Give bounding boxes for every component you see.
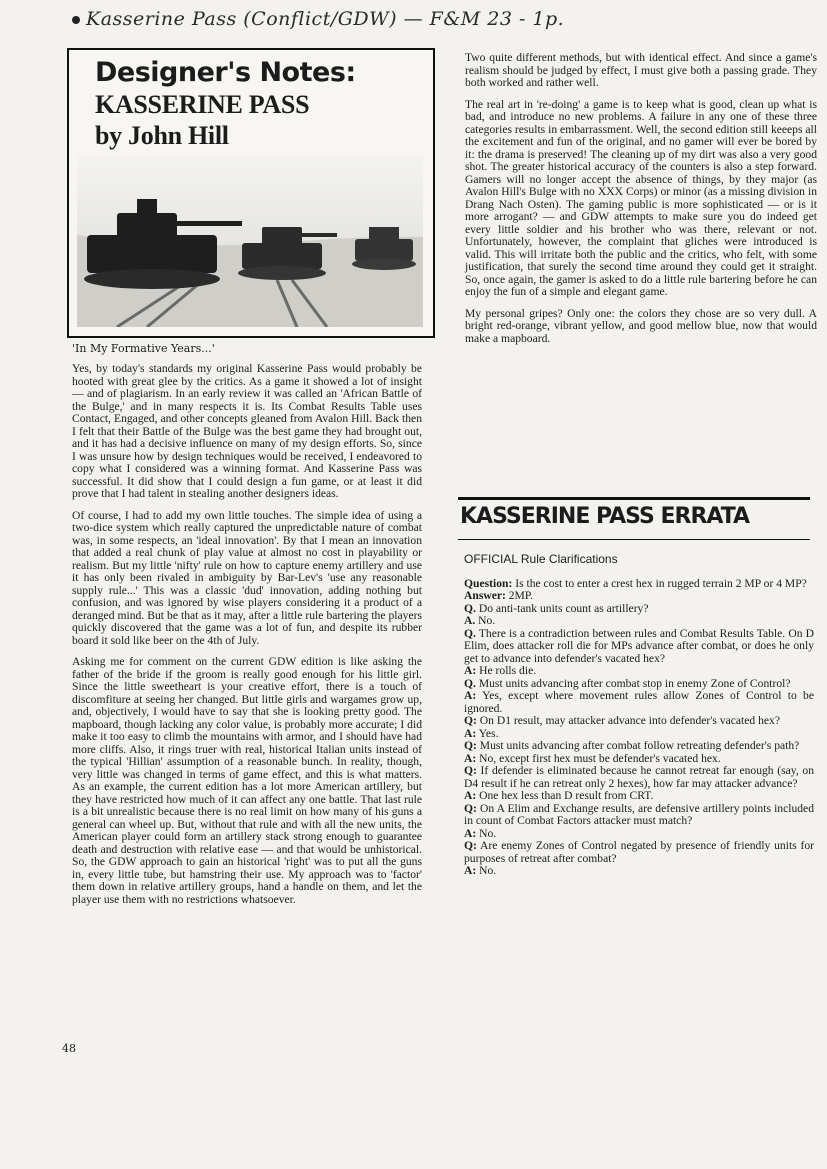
page-number: 48 [62, 1042, 76, 1055]
left-column [72, 363, 422, 915]
qa-text: 2MP. [505, 589, 533, 602]
qa-label: A: [464, 689, 477, 702]
qa-item [464, 803, 814, 828]
right-column [465, 52, 817, 354]
qa-item [464, 865, 814, 878]
qa-label: A. [464, 614, 476, 627]
qa-list [464, 578, 814, 878]
bullet-dot-icon [72, 16, 80, 24]
qa-label: Q: [464, 839, 477, 852]
qa-text: No. [476, 864, 497, 877]
qa-text: No. [476, 826, 497, 840]
qa-text: No, except first hex must be defender's vacated hex. [476, 751, 721, 765]
qa-text: Must units advancing after combat follow retreating defender's path? [476, 739, 800, 752]
photo-caption: 'In My Formative Years...' [72, 342, 215, 355]
qa-label: Q: [464, 801, 477, 815]
qa-label: A: [464, 664, 477, 677]
paragraph: Of course, I had to add my own little touches. The simple idea of using a two-dice system which really captured the unpredictable nature of combat was, in some respects, an 'ideal innovation'. By that I mean an innovation that added a real chunk of play value at almost no cost in playability or realism. But my little 'nifty' rule on how to capture enemy artillery and use it has only been rivaled in ambiguity by Bar-Lev's 'use any reasonable supply rule...' This was a classic 'dud' innovation, adding nothing but confusion, and was ignored by wise players considering it a product of a deranged mind. But be that as it may, after a little rule bartering the players quickly discovered that the game was a lot of fun, and despite its rubber board it sold like beer on the 4th of July. [72, 508, 422, 647]
qa-text: Must units advancing after combat stop in enemy Zone of Control? [475, 676, 791, 690]
title-box [67, 48, 435, 338]
errata-subheading: OFFICIAL Rule Clarifications [464, 552, 618, 566]
article-byline: by John Hill [95, 121, 229, 150]
qa-label: Q. [464, 676, 476, 690]
paragraph: Yes, by today's standards my original Kasserine Pass would probably be hooted with great glee by the critics. As a game it showed a lot of insight — and of plagiarism. In an early review it was called an 'African Battle of the Bulge,' and in many respects it is. Its Combat Results Table uses Contact, Engaged, and other concepts gleaned from Avalon Hill. Back then I felt that their Battle of the Bulge was the best game they had brought out, and it has had a decisive influence on many of my design efforts. So, since I was unsure how by design techniques would be received, I endeavored to copy what I considered was a winning format. And Kasserine Pass was successful. It did show that I could design a fun game, or at least it did prove that I had talent in stealing another designers ideas. [72, 362, 422, 500]
qa-text: Yes, except where movement rules allow Zones of Control to be ignored. [464, 689, 814, 715]
qa-label: Q. [464, 601, 476, 615]
qa-text: Is the cost to enter a crest hex in rugged terrain 2 MP or 4 MP? [512, 576, 807, 590]
qa-item [464, 603, 814, 616]
handwritten-note-text: Kasserine Pass (Conflict/GDW) — F&M 23 - 1p. [86, 8, 565, 30]
qa-text: If defender is eliminated because he cannot retreat far enough (say, on D4 result if he can retreat only 2 hexes), how far may attacker advance? [464, 764, 814, 790]
handwritten-note [72, 8, 564, 30]
tanks-photo [77, 155, 423, 327]
qa-label: Answer: [464, 589, 506, 602]
qa-label: Question: [464, 576, 513, 590]
qa-text: Do anti-tank units count as artillery? [475, 601, 649, 615]
qa-label: Q: [464, 739, 477, 752]
qa-label: A: [464, 751, 477, 765]
qa-label: Q. [464, 626, 476, 640]
qa-text: On D1 result, may attacker advance into defender's vacated hex? [476, 714, 780, 727]
qa-text: Are enemy Zones of Control negated by presence of friendly units for purposes of retreat after combat? [464, 839, 814, 865]
qa-label: A: [464, 826, 477, 840]
errata-heading-box [458, 497, 810, 540]
qa-label: A: [464, 726, 477, 740]
paragraph: Two quite different methods, but with identical effect. And since a game's realism should be judged by effect, I must give both a passing grade. They both worked and rather well. [465, 51, 817, 89]
qa-label: A: [464, 789, 477, 802]
article-title: KASSERINE PASS [95, 90, 310, 119]
qa-item [464, 690, 814, 715]
qa-item [464, 840, 814, 865]
qa-text: One hex less than D result from CRT. [476, 789, 654, 802]
qa-item [464, 765, 814, 790]
qa-text: He rolls die. [476, 664, 537, 677]
errata-list [464, 553, 814, 878]
qa-text: Yes. [476, 726, 499, 740]
qa-label: A: [464, 864, 477, 877]
paragraph: Asking me for comment on the current GDW edition is like asking the father of the bride if the groom is really good enough for his little girl. Since the little sweetheart is your creative effort, there is a touch of discomfiture at seeing her changed. But little girls and wargames grow up, and, objectively, I would have to say that she is looking pretty good. The mapboard, though lacking any color value, is probably more accurate; I did make it too easy to climb the mountains with armor, and I should have had more cliffs. Also, it rings truer with real, historical Italian units instead of the typical 'Hillian' assumption of a reasonable bunch. In reality, though, very little was changed in terms of game effect, and this is what matters. As an example, the current edition has a lot more American artillery, but they have restricted how much of it can affect any one battle. That last rule is a bit unrealistic because there is no real limit on how many of his guns a general can wheel up. But, without that rule and with all the new units, the American player could form an artillery stack strong enough to guarantee death and destruction with relative ease — and that would be unhistorical. So, the GDW approach to gain an historical 'right' was to put all the guns in, every little tube, but hamstring their use. My approach was to 'factor' them down in relative artillery groups, hand a handle on them, and let the player use them with no restrictions whatsoever. [72, 655, 422, 906]
qa-item [464, 715, 814, 728]
article-kicker: Designer's Notes: [95, 57, 356, 88]
paragraph: My personal gripes? Only one: the colors they chose are so very dull. A bright red-orange, vibrant yellow, and good mellow blue, now that would make a mapboard. [465, 306, 817, 345]
paragraph: The real art in 're-doing' a game is to keep what is good, clean up what is bad, and introduce no new problems. A failure in any one of these three categories results in embarrassment. Well, the second edition still keeeps all the excitement and fun of the original, and no gamer will ever be bored by it: the drama is preserved! The cleaning up of my dirt was also a very good shot. The greater historical accuracy of the counters is also a step forward. Gamers will no longer accept the absence of things, by they major (as Avalon Hill's Bulge with no XXX Corps) or minor (as a missing division in Drang Nach Osten). The gaming public is more sophisticated — or is it more arrogant? — and GDW attempts to make sure you do indeed get every little soldier and his brother who was there, relevant or not. Unfortunately, however, the complaint that gliches were introduced is valid. This will irritate both the public and the critics, who felt, with some justification, that surely the second time around they could get it straight. So, once again, the gamer is asked to do a little rule bartering before he can enjoy the fun of a simple and elegant game. [465, 97, 817, 298]
qa-label: Q: [464, 714, 477, 727]
qa-text: No. [475, 614, 496, 627]
qa-text: There is a contradiction between rules and Combat Results Table. On D Elim, does attacker roll die for MPs advance after combat, or does he only get to advance into defender's vacated hex? [464, 626, 814, 665]
qa-text: On A Elim and Exchange results, are defensive artillery points included in count of Combat Factors attacker must match? [464, 801, 814, 827]
qa-label: Q: [464, 764, 477, 777]
errata-heading: KASSERINE PASS ERRATA [460, 504, 750, 529]
qa-item [464, 628, 814, 666]
